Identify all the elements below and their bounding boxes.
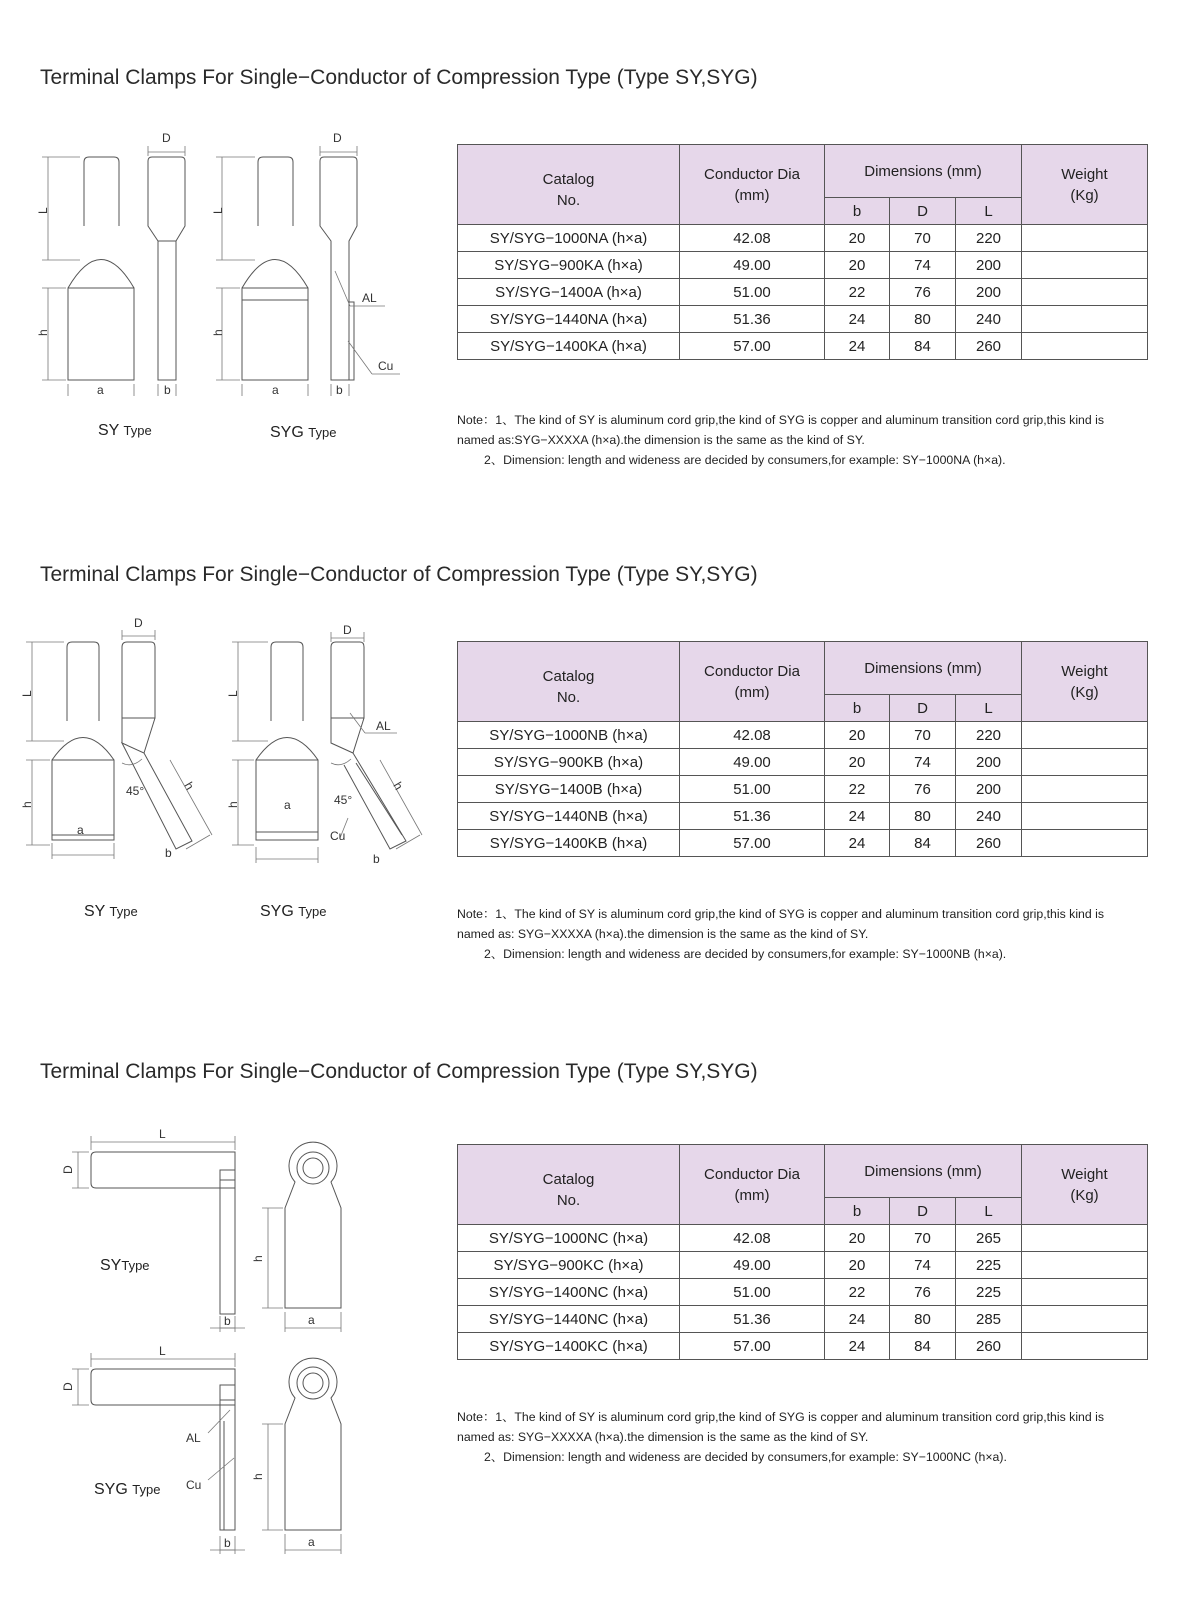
table-row: SY/SYG−1400A (h×a) 51.00 22 76 200: [458, 279, 1148, 306]
section-title: Terminal Clamps For Single−Conductor of Compression Type (Type SY,SYG): [40, 1060, 758, 1083]
dim-L: L: [36, 207, 50, 214]
dim-L: L: [226, 690, 240, 697]
dim-L: L: [159, 1127, 166, 1141]
section-title: Terminal Clamps For Single−Conductor of Compression Type (Type SY,SYG): [40, 563, 758, 586]
dim-D: D: [343, 623, 352, 637]
table-row: SY/SYG−900KC (h×a) 49.00 20 74 225: [458, 1252, 1148, 1279]
header-dimensions: Dimensions (mm): [825, 145, 1022, 198]
header-dimensions: Dimensions (mm): [825, 1145, 1022, 1198]
dim-h: h: [211, 329, 225, 336]
header-dimensions: Dimensions (mm): [825, 642, 1022, 695]
dim-h: h: [390, 779, 406, 793]
dim-b: b: [164, 383, 171, 396]
dim-h: h: [181, 779, 197, 793]
header-catalog: Catalog No.: [458, 145, 680, 225]
header-catalog: Catalog No.: [458, 1145, 680, 1225]
angle-label: 45°: [334, 793, 353, 807]
dim-h: h: [226, 801, 240, 808]
syg-type-label: SYG Type: [270, 424, 337, 441]
table-row: SY/SYG−1400KC (h×a) 57.00 24 84 260: [458, 1333, 1148, 1360]
spec-table: [457, 144, 1148, 360]
label-cu: Cu: [330, 829, 346, 843]
dim-a: a: [77, 823, 84, 837]
syg-type-label: SYG Type: [94, 1481, 161, 1498]
sy-syg-drawing-a: [0, 126, 420, 396]
header-conductor: Conductor Dia (mm): [680, 1145, 825, 1225]
table-row: SY/SYG−1440NA (h×a) 51.36 24 80 240: [458, 306, 1148, 333]
header-weight: Weight (Kg): [1022, 1145, 1148, 1225]
table-row: SY/SYG−1400NC (h×a) 51.00 22 76 225: [458, 1279, 1148, 1306]
table-row: SY/SYG−1400B (h×a) 51.00 22 76 200: [458, 776, 1148, 803]
label-cu: Cu: [378, 359, 394, 373]
header-b: b: [825, 198, 890, 225]
dim-h: h: [251, 1473, 265, 1480]
syg-type-label: SYG Type: [260, 903, 327, 920]
table-row: SY/SYG−900KA (h×a) 49.00 20 74 200: [458, 252, 1148, 279]
dim-a: a: [272, 383, 279, 396]
label-al: AL: [376, 719, 391, 733]
table-row: SY/SYG−1440NB (h×a) 51.36 24 80 240: [458, 803, 1148, 830]
label-al: AL: [362, 291, 377, 305]
dim-a: a: [284, 798, 291, 812]
header-L: L: [956, 198, 1022, 225]
header-weight: Weight (Kg): [1022, 642, 1148, 722]
header-conductor: Conductor Dia (mm): [680, 145, 825, 225]
dim-h: h: [251, 1255, 265, 1262]
spec-table: [457, 641, 1148, 857]
sy-syg-drawing-b: [0, 618, 440, 888]
header-D: D: [890, 695, 956, 722]
sy-type-label: SY Type: [98, 422, 152, 439]
table-row: SY/SYG−900KB (h×a) 49.00 20 74 200: [458, 749, 1148, 776]
header-weight: Weight (Kg): [1022, 145, 1148, 225]
dim-D: D: [162, 131, 171, 145]
dim-h: h: [20, 801, 34, 808]
angle-label: 45°: [126, 784, 145, 798]
table-row: SY/SYG−1000NB (h×a) 42.08 20 70 220: [458, 722, 1148, 749]
header-L: L: [956, 1198, 1022, 1225]
dim-L: L: [159, 1344, 166, 1358]
dim-b: b: [336, 383, 343, 396]
sy-type-label: SY Type: [84, 903, 138, 920]
dim-D: D: [333, 131, 342, 145]
note: Note：1、The kind of SY is aluminum cord grip,the kind of SYG is copper and aluminum transition cord grip,this kind is named as: SYG−XXXXA (h×a).the dimension is the same as the kind of SY. 2、Dimension: length and wideness are decided by consumers,for example: SY−1000NB (h×a).: [457, 907, 1105, 961]
sy-syg-drawing-c: [0, 1125, 420, 1565]
section-title: Terminal Clamps For Single−Conductor of Compression Type (Type SY,SYG): [40, 66, 758, 89]
dim-a: a: [97, 383, 104, 396]
header-D: D: [890, 1198, 956, 1225]
dim-D: D: [61, 1382, 75, 1391]
dim-D: D: [61, 1165, 75, 1174]
header-b: b: [825, 695, 890, 722]
spec-table: [457, 1144, 1148, 1360]
table-row: SY/SYG−1440NC (h×a) 51.36 24 80 285: [458, 1306, 1148, 1333]
table-row: SY/SYG−1400KA (h×a) 57.00 24 84 260: [458, 333, 1148, 360]
dim-a: a: [308, 1313, 315, 1327]
header-conductor: Conductor Dia (mm): [680, 642, 825, 722]
dim-b: b: [224, 1536, 231, 1550]
dim-a: a: [308, 1535, 315, 1549]
note: Note：1、The kind of SY is aluminum cord grip,the kind of SYG is copper and aluminum transition cord grip,this kind is named as:SYG−XXXXA (h×a).the dimension is the same as the kind of SY. 2、Dimension: length and wideness are decided by consumers,for example: SY−1000NA (h×a).: [457, 413, 1105, 467]
dim-b: b: [165, 846, 172, 860]
header-b: b: [825, 1198, 890, 1225]
label-al: AL: [186, 1431, 201, 1445]
sy-type-label: SYType: [100, 1257, 150, 1274]
dim-D: D: [134, 618, 143, 630]
header-catalog: Catalog No.: [458, 642, 680, 722]
table-row: SY/SYG−1400KB (h×a) 57.00 24 84 260: [458, 830, 1148, 857]
table-row: SY/SYG−1000NC (h×a) 42.08 20 70 265: [458, 1225, 1148, 1252]
header-D: D: [890, 198, 956, 225]
dim-b: b: [373, 852, 380, 866]
dim-b: b: [224, 1314, 231, 1328]
note: Note：1、The kind of SY is aluminum cord grip,the kind of SYG is copper and aluminum transition cord grip,this kind is named as: SYG−XXXXA (h×a).the dimension is the same as the kind of SY. 2、Dimension: length and wideness are decided by consumers,for example: SY−1000NC (h×a).: [457, 1410, 1105, 1464]
dim-h: h: [36, 329, 50, 336]
dim-L: L: [211, 207, 225, 214]
label-cu: Cu: [186, 1478, 202, 1492]
table-row: SY/SYG−1000NA (h×a) 42.08 20 70 220: [458, 225, 1148, 252]
dim-L: L: [20, 690, 34, 697]
header-L: L: [956, 695, 1022, 722]
